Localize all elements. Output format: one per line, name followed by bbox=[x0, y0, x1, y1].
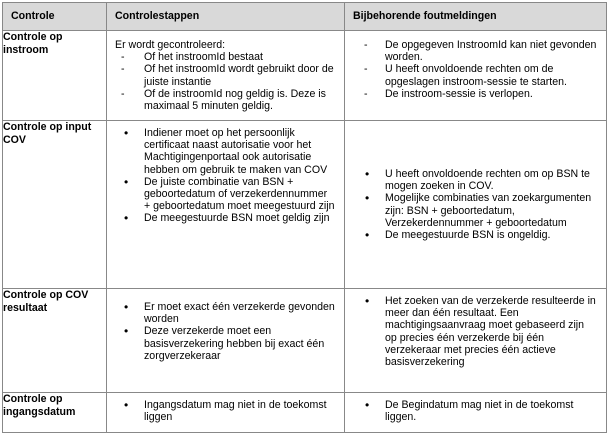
row-label: Controle op ingangsdatum bbox=[3, 393, 107, 433]
list-item: - De instroom-sessie is verlopen. bbox=[345, 88, 598, 100]
table-row bbox=[3, 289, 607, 393]
steps-list bbox=[107, 393, 344, 423]
errors-list bbox=[345, 289, 606, 368]
header-row bbox=[3, 3, 607, 31]
table-row bbox=[3, 393, 607, 433]
errors-list bbox=[345, 31, 606, 100]
steps-intro: Er wordt gecontroleerd: bbox=[115, 39, 226, 51]
steps-list bbox=[107, 121, 344, 225]
steps-cell bbox=[107, 121, 345, 289]
row-label: Controle op COV resultaat bbox=[3, 289, 107, 393]
header-controlestappen: Controlestappen bbox=[107, 3, 345, 31]
list-item: - De opgegeven InstroomId kan niet gevonden worden. bbox=[345, 39, 598, 63]
errors-cell bbox=[345, 121, 607, 289]
errors-cell bbox=[345, 289, 607, 393]
list-item: • Er moet exact één verzekerde gevonden worden bbox=[107, 301, 336, 325]
list-item: • De meegestuurde BSN is ongeldig. bbox=[345, 229, 598, 241]
list-item: - Of het instroomId wordt gebruikt door de juiste instantie bbox=[107, 63, 338, 87]
errors-cell bbox=[345, 393, 607, 433]
list-item: • Het zoeken van de verzekerde resulteerde in meer dan één resultaat. Een machtigingsaanvraag moet gebaseerd zijn op precies één verzekerde bij één verzekeraar met precies één actieve basisverzekering bbox=[345, 295, 596, 368]
list-item: • De juiste combinatie van BSN + geboortedatum of verzekerdennummer + geboortedatum moet meegestuurd zijn bbox=[107, 176, 336, 213]
table-row bbox=[3, 121, 607, 289]
steps-list bbox=[107, 51, 344, 112]
steps-cell bbox=[107, 31, 345, 121]
table-row bbox=[3, 31, 607, 121]
list-item: • U heeft onvoldoende rechten om op BSN te mogen zoeken in COV. bbox=[345, 168, 598, 192]
list-item: • De Begindatum mag niet in de toekomst liggen. bbox=[345, 399, 596, 423]
steps-cell bbox=[107, 393, 345, 433]
steps-cell bbox=[107, 289, 345, 393]
errors-list bbox=[345, 168, 606, 241]
steps-list bbox=[107, 289, 344, 362]
errors-cell bbox=[345, 31, 607, 121]
list-item: - U heeft onvoldoende rechten om de opgeslagen instroom-sessie te starten. bbox=[345, 63, 598, 87]
list-item: - Of het instroomId bestaat bbox=[107, 51, 338, 63]
list-item: • De meegestuurde BSN moet geldig zijn bbox=[107, 212, 336, 224]
list-item: • Indiener moet op het persoonlijk certificaat naast autorisatie voor het Machtigingenportaal ook autorisatie hebben om gebruik te maken van COV bbox=[107, 127, 336, 176]
list-item: • Deze verzekerde moet een basisverzekering hebben bij exact één zorgverzekeraar bbox=[107, 325, 336, 362]
errors-list bbox=[345, 393, 606, 423]
list-item: - Of de instroomId nog geldig is. Deze is maximaal 5 minuten geldig. bbox=[107, 88, 338, 112]
list-item: • Ingangsdatum mag niet in de toekomst liggen bbox=[107, 399, 336, 423]
row-label: Controle op input COV bbox=[3, 121, 107, 289]
header-controle: Controle bbox=[3, 3, 107, 31]
row-label: Controle op instroom bbox=[3, 31, 107, 121]
header-foutmeldingen: Bijbehorende foutmeldingen bbox=[345, 3, 607, 31]
control-table bbox=[2, 2, 607, 433]
list-item: • Mogelijke combinaties van zoekargumenten zijn: BSN + geboortedatum, Verzekerdennummer + geboortedatum bbox=[345, 192, 598, 229]
